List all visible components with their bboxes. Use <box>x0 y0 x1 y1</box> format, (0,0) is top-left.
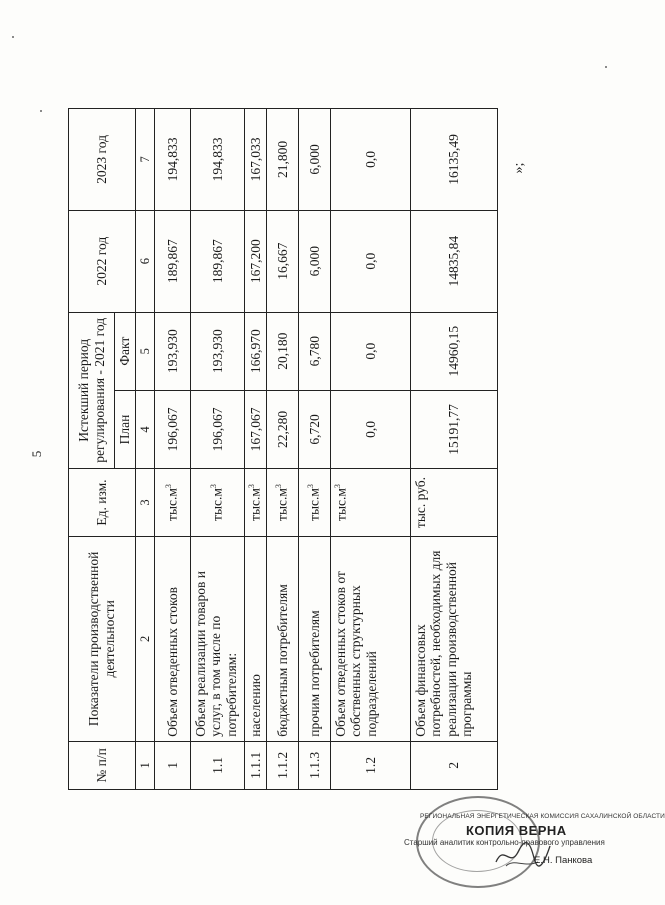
header-fact: Факт <box>115 312 136 390</box>
row-unit: $тыс.м^3$ <box>154 469 190 537</box>
colnum-6: 6 <box>135 210 154 312</box>
row-plan: 22,280 <box>266 390 298 468</box>
table-row <box>410 109 497 790</box>
header-unit: Ед. изм. <box>69 469 136 537</box>
row-fact: 193,930 <box>154 312 190 390</box>
row-name: Объем отведенных стоков <box>154 536 190 741</box>
row-2022: 167,200 <box>244 210 266 312</box>
row-name: бюджетным потребителям <box>266 536 298 741</box>
colnum-3: 3 <box>135 469 154 537</box>
row-fact: 6,780 <box>298 312 330 390</box>
row-plan: 15191,77 <box>410 390 497 468</box>
stamp-title: КОПИЯ ВЕРНА <box>466 823 567 838</box>
row-num: 1.1 <box>190 741 244 789</box>
page-number: 5 <box>29 450 44 458</box>
row-plan: 196,067 <box>190 390 244 468</box>
table-row <box>154 109 190 790</box>
row-2023: 0,0 <box>330 109 410 211</box>
table-row <box>330 109 410 790</box>
row-fact: 193,930 <box>190 312 244 390</box>
row-plan: 6,720 <box>298 390 330 468</box>
colnum-1: 1 <box>135 741 154 789</box>
table-row <box>190 109 244 790</box>
stamp-position: Старший аналитик контрольно-правового управления <box>404 838 605 847</box>
row-unit: $тыс.м^3$ <box>190 469 244 537</box>
row-2023: 16135,49 <box>410 109 497 211</box>
scan-speck <box>12 36 14 38</box>
header-period: Истекший период регулирования - 2021 год <box>69 312 115 469</box>
row-2022: 0,0 <box>330 210 410 312</box>
row-num: 1.1.1 <box>244 741 266 789</box>
row-2022: 189,867 <box>190 210 244 312</box>
row-num: 2 <box>410 741 497 789</box>
row-plan: 0,0 <box>330 390 410 468</box>
closing-quote: »; <box>511 162 527 174</box>
header-num: № п/п <box>69 741 136 789</box>
row-unit: $тыс.м^3$ <box>266 469 298 537</box>
row-2023: 194,833 <box>190 109 244 211</box>
certification-stamp <box>404 796 665 888</box>
row-name: населению <box>244 536 266 741</box>
row-name: Объем реализации товаров и услуг, в том числе по потребителям: <box>190 536 244 741</box>
row-fact: 20,180 <box>266 312 298 390</box>
row-unit: $тыс.м^3$ <box>330 469 410 537</box>
scan-speck <box>40 110 42 112</box>
row-2022: 16,667 <box>266 210 298 312</box>
production-table-container <box>68 108 493 790</box>
row-2023: 194,833 <box>154 109 190 211</box>
colnum-7: 7 <box>135 109 154 211</box>
row-plan: 196,067 <box>154 390 190 468</box>
row-fact: 166,970 <box>244 312 266 390</box>
row-unit: тыс. руб. <box>410 469 497 537</box>
colnum-4: 4 <box>135 390 154 468</box>
colnum-2: 2 <box>135 536 154 741</box>
header-2022: 2022 год <box>69 210 136 312</box>
colnum-5: 5 <box>135 312 154 390</box>
table-row <box>298 109 330 790</box>
row-num: 1 <box>154 741 190 789</box>
row-name: Объем финансовых потребностей, необходимых для реализации производственной программы <box>410 536 497 741</box>
row-2022: 14835,84 <box>410 210 497 312</box>
row-fact: 14960,15 <box>410 312 497 390</box>
row-2023: 167,033 <box>244 109 266 211</box>
row-2022: 189,867 <box>154 210 190 312</box>
scan-speck <box>605 66 607 68</box>
row-unit: $тыс.м^3$ <box>298 469 330 537</box>
row-num: 1.2 <box>330 741 410 789</box>
header-plan: План <box>115 390 136 468</box>
stamp-organization: РЕГИОНАЛЬНАЯ ЭНЕРГЕТИЧЕСКАЯ КОМИССИЯ САХАЛИНСКОЙ ОБЛАСТИ <box>420 813 665 820</box>
row-num: 1.1.3 <box>298 741 330 789</box>
header-2023: 2023 год <box>69 109 136 211</box>
row-name: прочим потребителям <box>298 536 330 741</box>
table-row <box>266 109 298 790</box>
header-indicator: Показатели производственной деятельности <box>69 536 136 741</box>
row-plan: 167,067 <box>244 390 266 468</box>
row-name: Объем отведенных стоков от собственных структурных подразделений <box>330 536 410 741</box>
row-unit: $тыс.м^3$ <box>244 469 266 537</box>
row-num: 1.1.2 <box>266 741 298 789</box>
table-row <box>244 109 266 790</box>
stamp-signer-name: Е.Н. Панкова <box>534 855 593 866</box>
row-fact: 0,0 <box>330 312 410 390</box>
row-2023: 21,800 <box>266 109 298 211</box>
row-2022: 6,000 <box>298 210 330 312</box>
production-table <box>68 108 498 790</box>
row-2023: 6,000 <box>298 109 330 211</box>
